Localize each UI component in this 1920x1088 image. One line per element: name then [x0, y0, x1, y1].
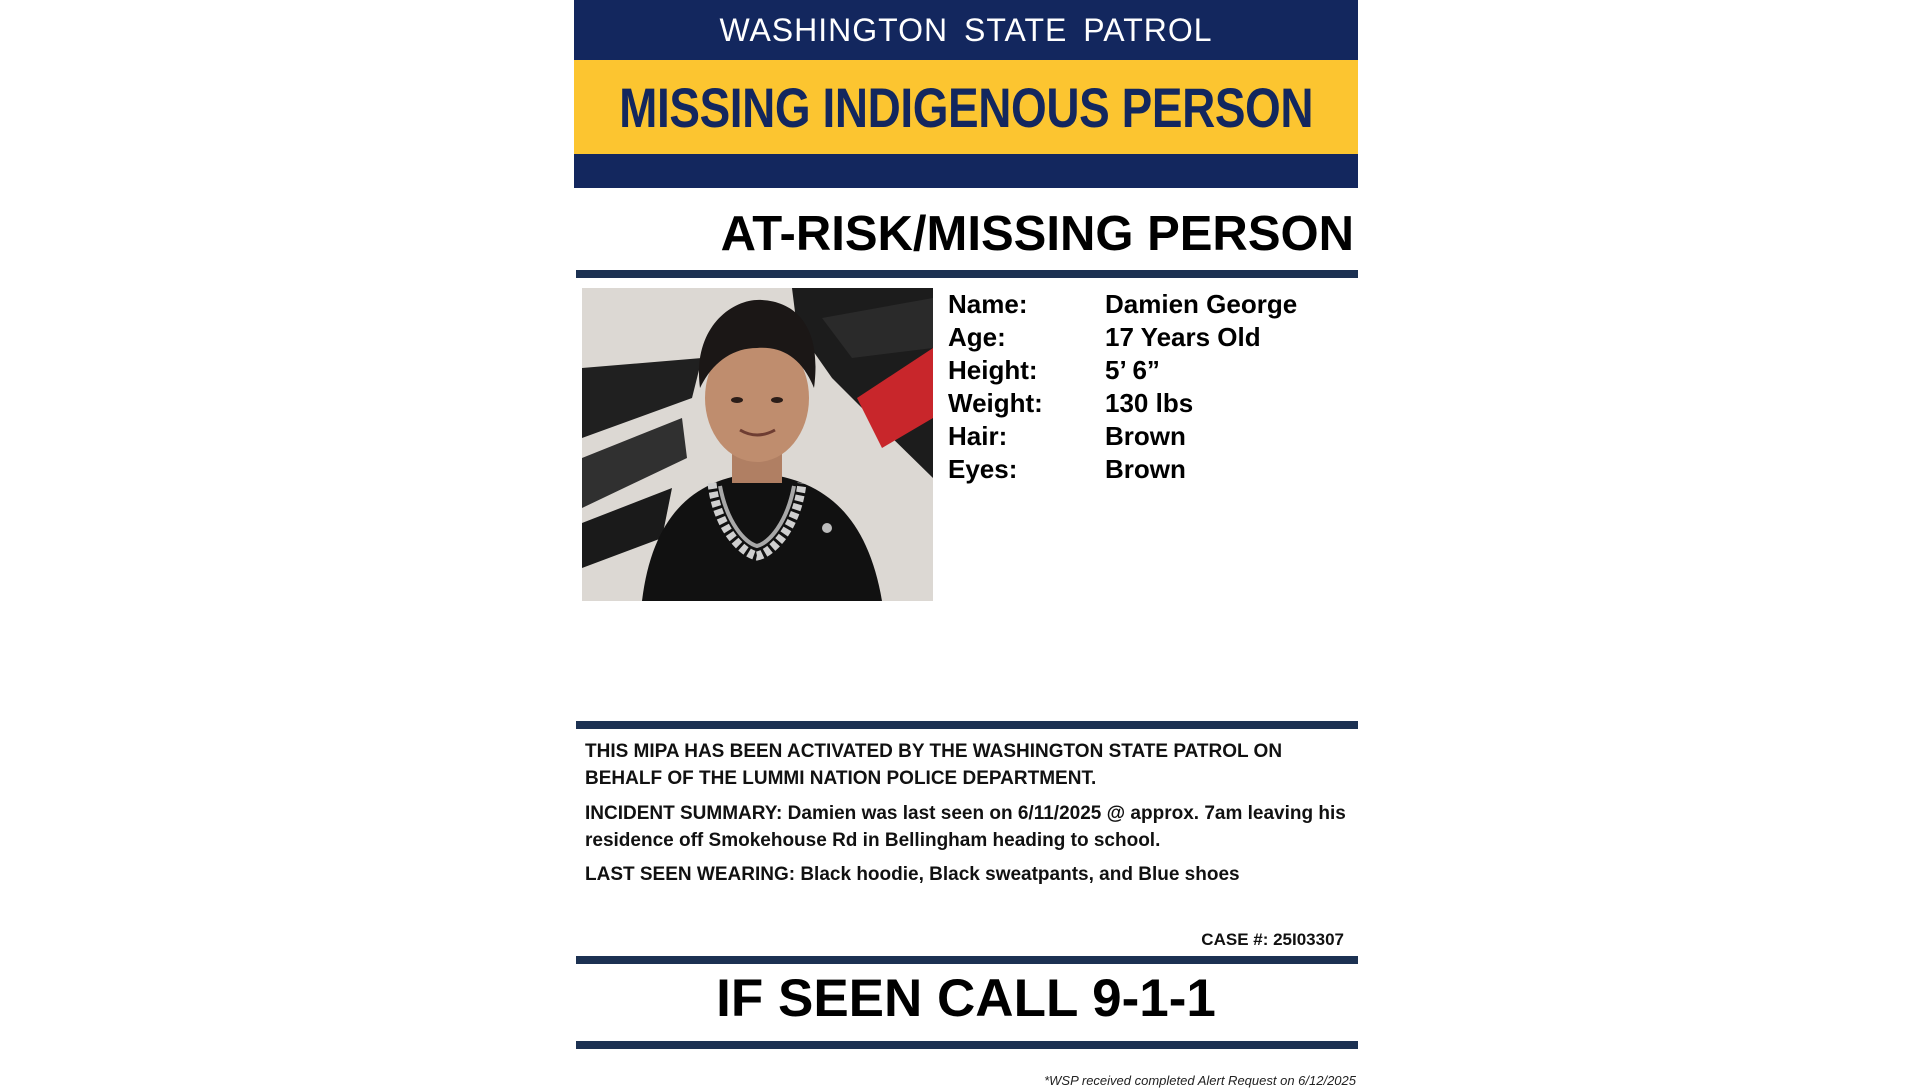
missing-person-poster [574, 0, 1358, 1088]
detail-age [948, 321, 1356, 354]
detail-label: Hair: [948, 421, 1008, 451]
detail-label: Eyes: [948, 454, 1018, 484]
detail-label: Name: [948, 289, 1028, 319]
divider-call-bottom [576, 1041, 1358, 1049]
detail-hair [948, 420, 1356, 453]
footnote: *WSP received completed Alert Request on 6/12/2025 [1044, 1073, 1356, 1088]
alert-type-title: MISSING INDIGENOUS PERSON [619, 75, 1313, 139]
detail-height [948, 354, 1356, 387]
detail-value: Brown [1105, 454, 1186, 484]
activation-notice: THIS MIPA HAS BEEN ACTIVATED BY THE WASHINGTON STATE PATROL ON BEHALF OF THE LUMMI NATION POLICE DEPARTMENT. [585, 741, 1283, 789]
detail-value: 5’ 6” [1105, 355, 1160, 385]
detail-name [948, 288, 1356, 321]
detail-value: Brown [1105, 421, 1186, 451]
divider-middle [576, 721, 1358, 729]
person-details [948, 288, 1356, 486]
agency-name: WASHINGTON STATE PATROL [719, 11, 1213, 48]
detail-label: Height: [948, 355, 1038, 385]
detail-value: 17 Years Old [1105, 322, 1261, 352]
detail-label: Age: [948, 322, 1006, 352]
case-number: CASE #: 25I03307 [1201, 930, 1344, 949]
person-photo-illustration [582, 288, 933, 601]
detail-value: 130 lbs [1105, 388, 1194, 418]
detail-label: Weight: [948, 388, 1043, 418]
agency-banner [574, 0, 1358, 60]
subheading: AT-RISK/MISSING PERSON [720, 207, 1354, 261]
banner-bottom-stripe [574, 154, 1358, 188]
divider-top [576, 270, 1358, 278]
last-seen-wearing: LAST SEEN WEARING: Black hoodie, Black sweatpants, and Blue shoes [585, 864, 1240, 885]
detail-eyes [948, 453, 1356, 486]
detail-weight [948, 387, 1356, 420]
incident-summary: INCIDENT SUMMARY: Damien was last seen on 6/11/2025 @ approx. 7am leaving his residence off Smokehouse Rd in Bellingham heading to school. [585, 803, 1346, 851]
alert-type-banner [574, 60, 1358, 154]
person-photo [582, 288, 933, 601]
call-to-action: IF SEEN CALL 9-1-1 [716, 968, 1216, 1028]
divider-call-top [576, 956, 1358, 964]
detail-value: Damien George [1105, 289, 1298, 319]
